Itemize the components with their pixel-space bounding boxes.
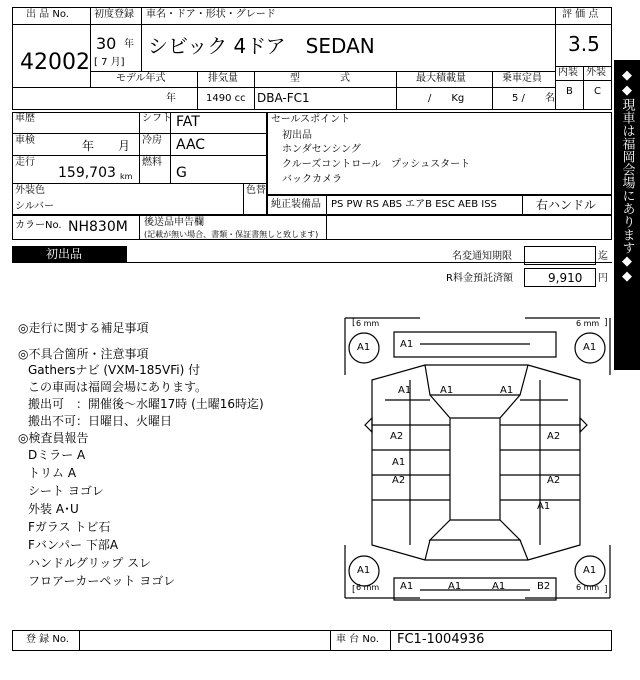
sales-point-item: バックカメラ	[282, 174, 342, 185]
exterior-color-value: シルバー	[15, 201, 55, 212]
damage-mark: A1	[440, 385, 454, 396]
damage-mark: A2	[547, 475, 561, 486]
model-year-unit: 年	[166, 93, 176, 104]
defect-line: 搬出可 ：開催後～水曜17時 (土曜16時迄)	[28, 397, 264, 411]
defects-heading: ◎不具合箇所・注意事項	[18, 347, 149, 361]
first-reg-year: 30	[96, 34, 117, 53]
damage-mark: A1	[537, 501, 551, 512]
damage-mark: A2	[390, 431, 404, 442]
tire-depth-rear-right: 6 mm	[576, 583, 600, 592]
tire-depth-front-left: 6 mm	[356, 319, 380, 328]
sales-point-item: クルーズコントロール プッシュスタート	[282, 159, 471, 170]
color-no-label: カラーNo.	[15, 220, 62, 231]
chassis-label: 車 台 No.	[336, 634, 379, 645]
steering-value: 右ハンドル	[536, 198, 597, 212]
inspection-value: 年 月	[82, 139, 131, 153]
defect-line: この車両は福岡会場にあります。	[28, 380, 208, 394]
ac-value: AAC	[176, 137, 206, 153]
svg-text:[: [	[352, 585, 356, 595]
reg-no-label: 登 録 No.	[26, 634, 69, 645]
damage-mark: A1	[398, 385, 412, 396]
inspector-line: フロアーカーペット ヨゴレ	[28, 574, 176, 588]
inspection-label: 車検	[15, 135, 35, 146]
svg-text:]: ]	[604, 585, 608, 595]
chassis-no: FC1-1004936	[397, 632, 485, 647]
damage-mark: A1	[392, 457, 406, 468]
inspector-line: Dミラー A	[28, 448, 86, 462]
mileage-value: 159,703	[58, 165, 116, 181]
damage-mark: A1	[400, 581, 414, 592]
damage-mark: A1	[492, 581, 506, 592]
damage-mark: A1	[357, 342, 371, 353]
equipment-value: PS PW RS ABS エアB ESC AEB ISS	[331, 199, 497, 210]
inspector-line: Fガラス トビ石	[28, 520, 111, 534]
shift-value: FAT	[176, 114, 200, 130]
capacity-value: 5 / 名	[512, 93, 555, 104]
interior-label: 内装	[558, 67, 578, 78]
ac-label: 冷房	[142, 135, 162, 146]
name-change-label: 名変通知期限	[452, 251, 512, 262]
color-no-value: NH830M	[68, 219, 128, 235]
recycle-label: R料金預託済額	[446, 273, 513, 284]
exterior-color-label: 外装色	[15, 185, 45, 196]
inspector-line: 外装 A･U	[28, 502, 79, 516]
type-label: 型 式	[290, 73, 350, 84]
recycle-unit: 円	[598, 273, 608, 284]
score-label: 評 価 点	[562, 9, 599, 20]
history-label: 車歴	[15, 113, 35, 124]
tire-depth-front-right: 6 mm	[576, 319, 600, 328]
displacement-value: 1490 cc	[206, 93, 246, 104]
mileage-label: 走行	[15, 157, 35, 168]
inspector-line: シート ヨゴレ	[28, 484, 104, 498]
exterior-label: 外装	[586, 67, 606, 78]
side-banner-text: ◆◆現車は福岡会場にあります◆◆	[619, 68, 635, 284]
max-load-value: / Kg	[428, 93, 465, 104]
first-listing-tag-text: 初出品	[46, 247, 83, 261]
tire-depth-rear-left: 6 mm	[356, 583, 380, 592]
interior-score: B	[566, 86, 573, 97]
lot-no-label: 出 品 No.	[26, 9, 69, 20]
footer-frame	[12, 630, 612, 651]
aftermarket-label: 後送品申告欄	[144, 217, 204, 228]
max-load-label: 最大積載量	[416, 73, 466, 84]
damage-mark: A1	[583, 565, 597, 576]
driving-notes-heading: ◎走行に関する補足事項	[18, 321, 149, 335]
sales-point-item: 初出品	[282, 130, 312, 141]
tire-depth-label: [	[352, 318, 356, 328]
first-reg-label: 初度登録	[94, 9, 134, 20]
exterior-score: C	[594, 86, 601, 97]
defect-line: 搬出不可：日曜日、火曜日	[28, 414, 173, 428]
inspector-line: Fバンパー 下部A	[28, 538, 119, 552]
first-reg-month: [ 7 月]	[94, 57, 125, 68]
first-reg-year-unit: 年	[124, 39, 134, 50]
model-year-label: モデル年式	[116, 73, 166, 84]
type-value: DBA-FC1	[257, 91, 310, 105]
damage-mark: A1	[357, 565, 371, 576]
aftermarket-note: (記載が無い場合、書類・保証書無しと致します)	[144, 230, 319, 239]
displacement-label: 排気量	[208, 73, 238, 84]
sales-points-label: セールスポイント	[271, 114, 351, 125]
car-name-label: 車名・ドア・形状・グレード	[146, 9, 276, 20]
damage-mark: A1	[448, 581, 462, 592]
fuel-label: 燃料	[142, 157, 162, 168]
defect-line: Gathersナビ (VXM-185VFi) 付	[28, 363, 201, 377]
equipment-label: 純正装備品	[271, 199, 321, 210]
recycle-value: 9,910	[548, 271, 583, 285]
mileage-unit: km	[120, 172, 133, 181]
inspector-heading: ◎検査員報告	[18, 431, 89, 445]
damage-mark: A2	[547, 431, 561, 442]
car-name: シビック 4ドア SEDAN	[148, 34, 375, 58]
svg-text:]: ]	[604, 318, 608, 328]
name-change-unit: 迄	[598, 251, 608, 262]
capacity-label: 乗車定員	[502, 73, 542, 84]
color-change-label: 色替	[246, 185, 266, 196]
lot-number: 42002	[20, 50, 90, 75]
damage-mark: A1	[583, 342, 597, 353]
shift-label: シフト	[142, 113, 172, 124]
fuel-value: G	[176, 165, 187, 181]
sales-point-item: ホンダセンシング	[282, 144, 361, 155]
damage-mark: A1	[500, 385, 514, 396]
damage-mark: A2	[392, 475, 406, 486]
damage-mark: A1	[400, 339, 414, 350]
score-value: 3.5	[568, 32, 600, 56]
inspector-line: トリム A	[28, 466, 77, 480]
inspector-line: ハンドルグリップ スレ	[28, 556, 152, 570]
side-banner	[614, 60, 640, 370]
damage-mark: B2	[537, 581, 551, 592]
